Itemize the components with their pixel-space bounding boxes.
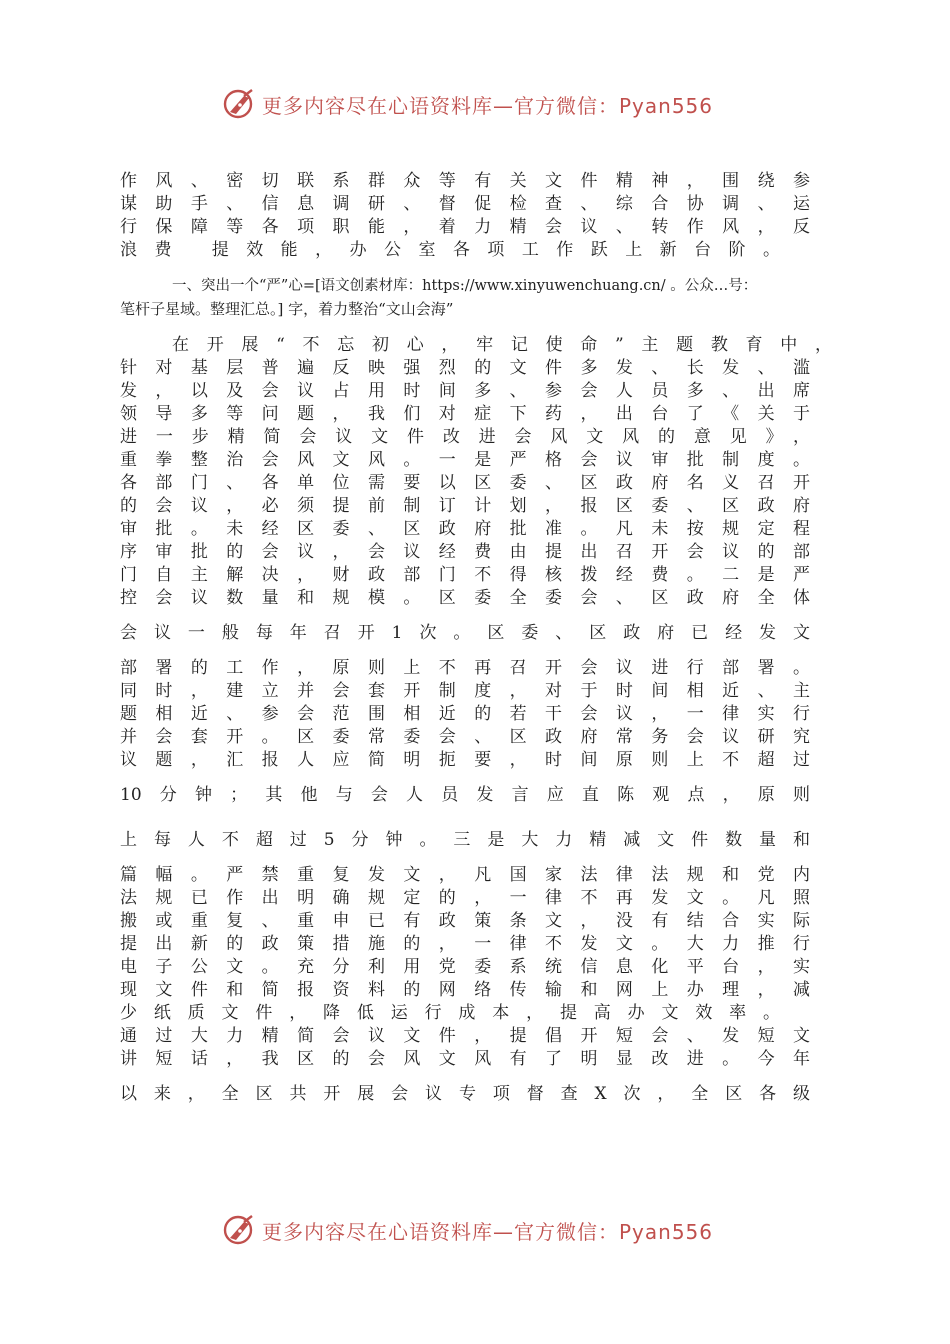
banner-text: 更多内容尽在心语资料库—官方微信：Pyan556 [262, 94, 714, 118]
text-line: 上每人不超过5分钟。三是大力精减文件数量和 [120, 830, 810, 850]
text-line: 部署的工作，原则上不再召开会议进行部署。 [120, 658, 810, 678]
section-heading: 一、突出一个“严”心=[语文创素材库：https://www.xinyuwenchuang.cn/ 。公众…号： [172, 278, 758, 294]
text-line: 在开展“不忘初心，牢记使命”主题教育中， [172, 335, 832, 355]
text-line: 篇幅。严禁重复发文，凡国家法律法规和党内 [120, 865, 810, 885]
text-line: 提出新的政策措施的，一律不发文。大力推行 [120, 934, 810, 954]
footer-banner [0, 1210, 950, 1250]
pen-nib-icon [222, 86, 258, 122]
text-line: 进一步精简会议文件改进会风文风的意见》， [120, 427, 810, 447]
text-line: 通过大力精简会议文件，提倡开短会、发短文 [120, 1026, 810, 1046]
text-line: 行保障等各项职能，着力精会议、转作风，反 [120, 217, 810, 237]
text-line: 议题，汇报人应简明扼要，时间原则上不超过 [120, 750, 810, 770]
text-line: 浪费 提效能，办公室各项工作跃上新台阶。 [120, 240, 780, 260]
banner-text: 更多内容尽在心语资料库—官方微信：Pyan556 [262, 1220, 714, 1244]
text-line: 发，以及会议占用时间多、参会人员多、出席 [120, 381, 810, 401]
section-heading-cont: 笔杆子星域。整理汇总。] 字，着力整治“文山会海” [120, 300, 454, 318]
text-line: 控会议数量和规模。区委全委会、区政府全体 [120, 588, 810, 608]
text-line: 法规已作出明确规定的，一律不再发文。凡照 [120, 888, 810, 908]
text-line: 各部门、各单位需要以区委、区政府名义召开 [120, 473, 810, 493]
text-line: 电子公文。充分利用党委系统信息化平台，实 [120, 957, 810, 977]
text-line: 针对基层普遍反映强烈的文件多发、长发、滥 [120, 358, 810, 378]
text-line: 审批。未经区委、区政府批准。凡未按规定程 [120, 519, 810, 539]
text-line: 领导多等问题，我们对症下药，出台了《关于 [120, 404, 810, 424]
header-banner [0, 84, 950, 124]
pen-nib-icon [222, 1212, 258, 1248]
text-line: 的会议，必须提前制订计划，报区委、区政府 [120, 496, 810, 516]
text-line: 少纸质文件，降低运行成本，提高办文效率。 [120, 1003, 780, 1023]
text-line: 现文件和简报资料的网络传输和网上办理，减 [120, 980, 810, 1000]
text-line: 以来，全区共开展会议专项督查X次，全区各级 [120, 1084, 810, 1104]
text-line: 并会套开。区委常委会、区政府常务会议研究 [120, 727, 810, 747]
text-line: 序审批的会议，会议经费由提出召开会议的部 [120, 542, 810, 562]
text-line: 会议一般每年召开1次。区委、区政府已经发文 [120, 623, 810, 643]
text-line: 门自主解决，财政部门不得核拨经费。二是严 [120, 565, 810, 585]
text-line: 题相近、参会范围相近的若干会议，一律实行 [120, 704, 810, 724]
text-line: 谋助手、信息调研、督促检查、综合协调、运 [120, 194, 810, 214]
text-line: 讲短话，我区的会风文风有了明显改进。今年 [120, 1049, 810, 1069]
text-line: 搬或重复、重申已有政策条文，没有结合实际 [120, 911, 810, 931]
text-line: 同时，建立并会套开制度，对于时间相近、主 [120, 681, 810, 701]
text-line: 重拳整治会风文风。一是严格会议审批制度。 [120, 450, 810, 470]
text-line: 作风、密切联系群众等有关文件精神，围绕参 [120, 171, 810, 191]
text-line: 10分钟；其他与会人员发言应直陈观点，原则 [120, 785, 810, 805]
